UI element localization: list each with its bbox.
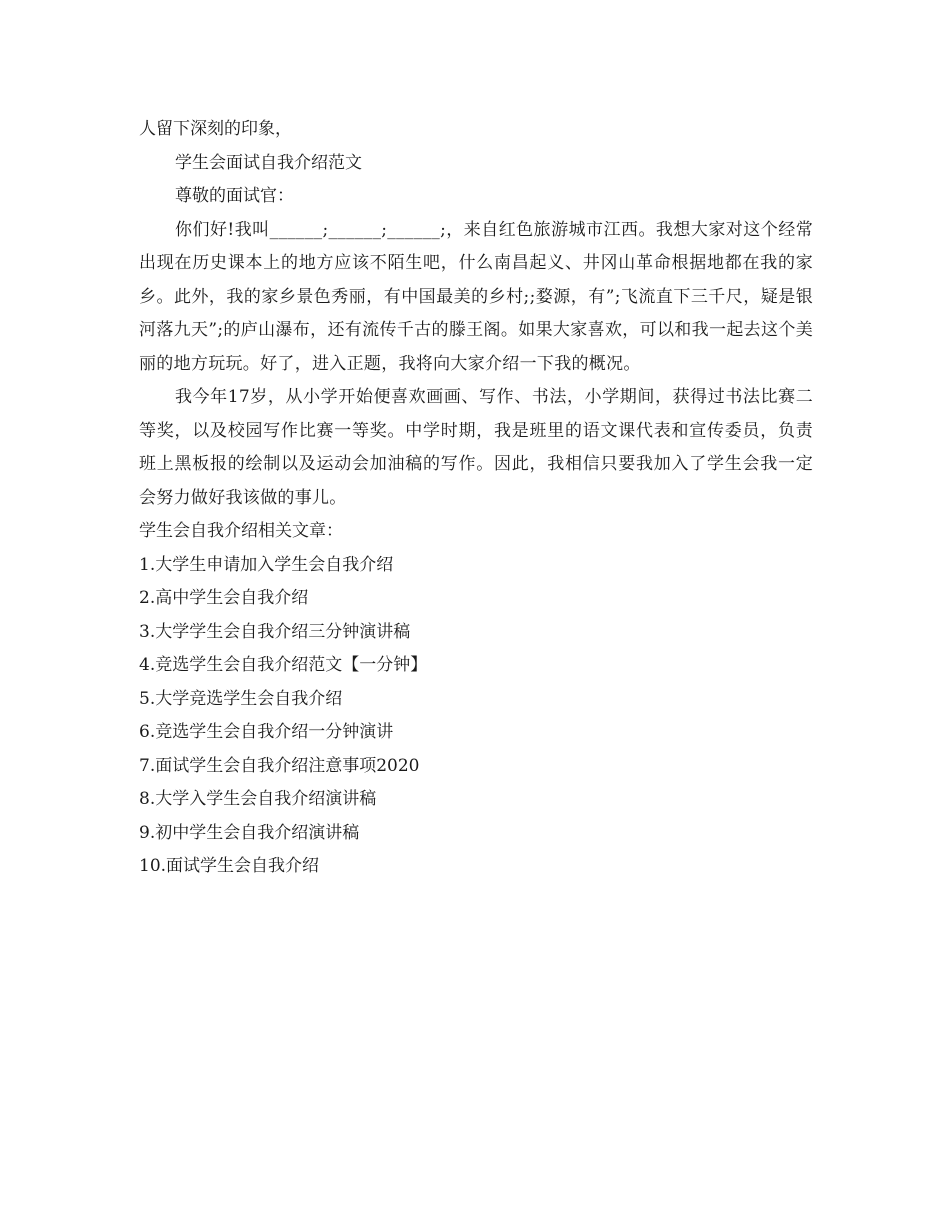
related-article-item[interactable]: 4.竞选学生会自我介绍范文【一分钟】 <box>139 655 428 675</box>
document-page <box>139 113 813 884</box>
related-article-item[interactable]: 8.大学入学生会自我介绍演讲稿 <box>139 789 377 809</box>
related-article-item[interactable]: 1.大学生申请加入学生会自我介绍 <box>139 554 394 575</box>
related-heading: 学生会自我介绍相关文章： <box>139 521 343 541</box>
related-article-item[interactable]: 6.竞选学生会自我介绍一分钟演讲 <box>139 722 394 742</box>
lead-line: 人留下深刻的印象， <box>139 119 292 139</box>
related-article-item[interactable]: 10.面试学生会自我介绍 <box>139 856 320 876</box>
salutation: 尊敬的面试官： <box>175 186 294 206</box>
related-articles-list <box>139 549 813 884</box>
related-article-item[interactable]: 5.大学竞选学生会自我介绍 <box>139 688 343 709</box>
related-article-item[interactable]: 2.高中学生会自我介绍 <box>139 588 309 608</box>
experience-paragraph: 我今年17岁，从小学开始便喜欢画画、写作、书法，小学期间，获得过书法比赛二等奖，以及校园写作比赛一等奖。中学时期，我是班里的语文课代表和宣传委员，负责班上黑板报的绘制以及运动会加油稿的写作。因此，我相信只要我加入了学生会我一定会努力做好我该做的事儿。 <box>139 387 813 508</box>
intro-paragraph: 你们好!我叫______;______;______;，来自红色旅游城市江西。我想大家对这个经常出现在历史课本上的地方应该不陌生吧，什么南昌起义、井冈山革命根据地都在我的家乡。此外，我的家乡景色秀丽，有中国最美的乡村;;婺源，有”;飞流直下三千尺，疑是银河落九天”;的庐山瀑布，还有流传千古的滕王阁。如果大家喜欢，可以和我一起去这个美丽的地方玩玩。好了，进入正题，我将向大家介绍一下我的概况。 <box>139 219 813 374</box>
related-article-item[interactable]: 9.初中学生会自我介绍演讲稿 <box>139 822 360 843</box>
related-article-item[interactable]: 3.大学学生会自我介绍三分钟演讲稿 <box>139 621 411 642</box>
document-title: 学生会面试自我介绍范文 <box>175 152 362 173</box>
related-article-item[interactable]: 7.面试学生会自我介绍注意事项2020 <box>139 755 420 776</box>
